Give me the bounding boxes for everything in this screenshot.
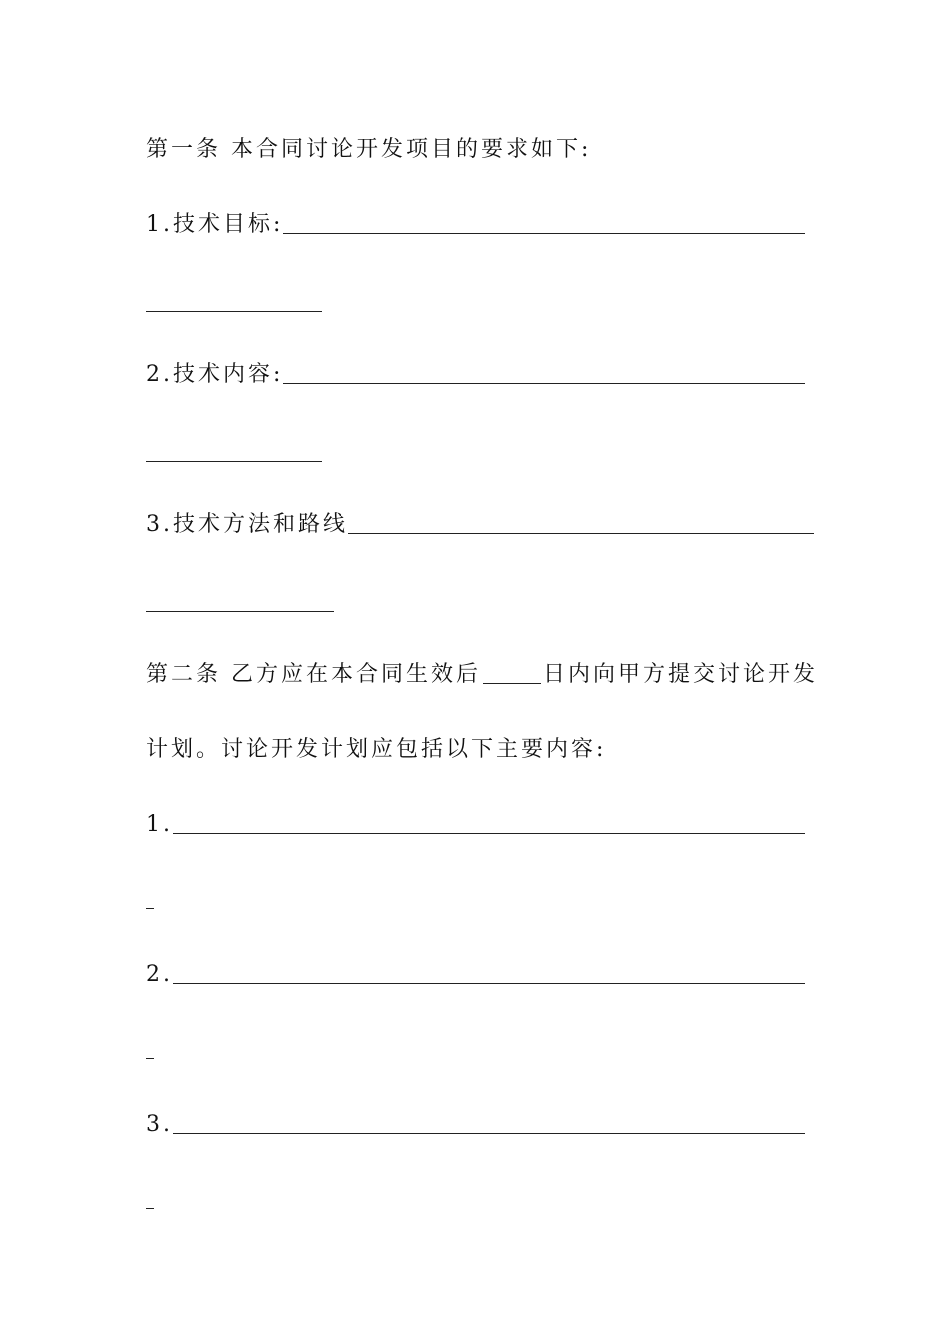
fill-in-blank[interactable] xyxy=(283,363,805,384)
fill-in-blank-continuation[interactable] xyxy=(146,310,322,312)
item-label: 1. xyxy=(146,812,173,837)
item-label: 3. xyxy=(146,1112,173,1137)
article-1-item-2 xyxy=(146,360,805,390)
fill-in-blank[interactable] xyxy=(348,513,814,534)
fill-in-blank-continuation[interactable] xyxy=(146,1057,154,1059)
fill-in-blank-continuation[interactable] xyxy=(146,907,154,909)
fill-in-blank-continuation[interactable] xyxy=(146,460,322,462)
days-blank[interactable] xyxy=(483,663,541,684)
item-label: 2.技术内容: xyxy=(146,362,284,387)
item-label: 2. xyxy=(146,962,173,987)
fill-in-blank[interactable] xyxy=(173,813,805,834)
article-2-text-before: 第二条 乙方应在本合同生效后 xyxy=(146,662,481,687)
plan-item-2 xyxy=(146,960,805,990)
fill-in-blank[interactable] xyxy=(283,213,805,234)
article-1-heading xyxy=(146,135,591,165)
article-2-line-1 xyxy=(146,660,818,690)
fill-in-blank-continuation[interactable] xyxy=(146,1207,154,1209)
fill-in-blank[interactable] xyxy=(173,1113,805,1134)
fill-in-blank-continuation[interactable] xyxy=(146,610,334,612)
article-2-line-2-text: 计划。讨论开发计划应包括以下主要内容: xyxy=(146,737,607,762)
article-1-item-1 xyxy=(146,210,805,240)
plan-item-1 xyxy=(146,810,805,840)
article-1-heading-text: 第一条 本合同讨论开发项目的要求如下: xyxy=(146,137,592,162)
fill-in-blank[interactable] xyxy=(173,963,805,984)
item-label: 1.技术目标: xyxy=(146,212,284,237)
article-2-text-after: 日内向甲方提交讨论开发 xyxy=(543,662,819,687)
article-2-line-2 xyxy=(146,735,606,765)
article-1-item-3 xyxy=(146,510,814,540)
plan-item-3 xyxy=(146,1110,805,1140)
item-label: 3.技术方法和路线 xyxy=(146,512,348,537)
